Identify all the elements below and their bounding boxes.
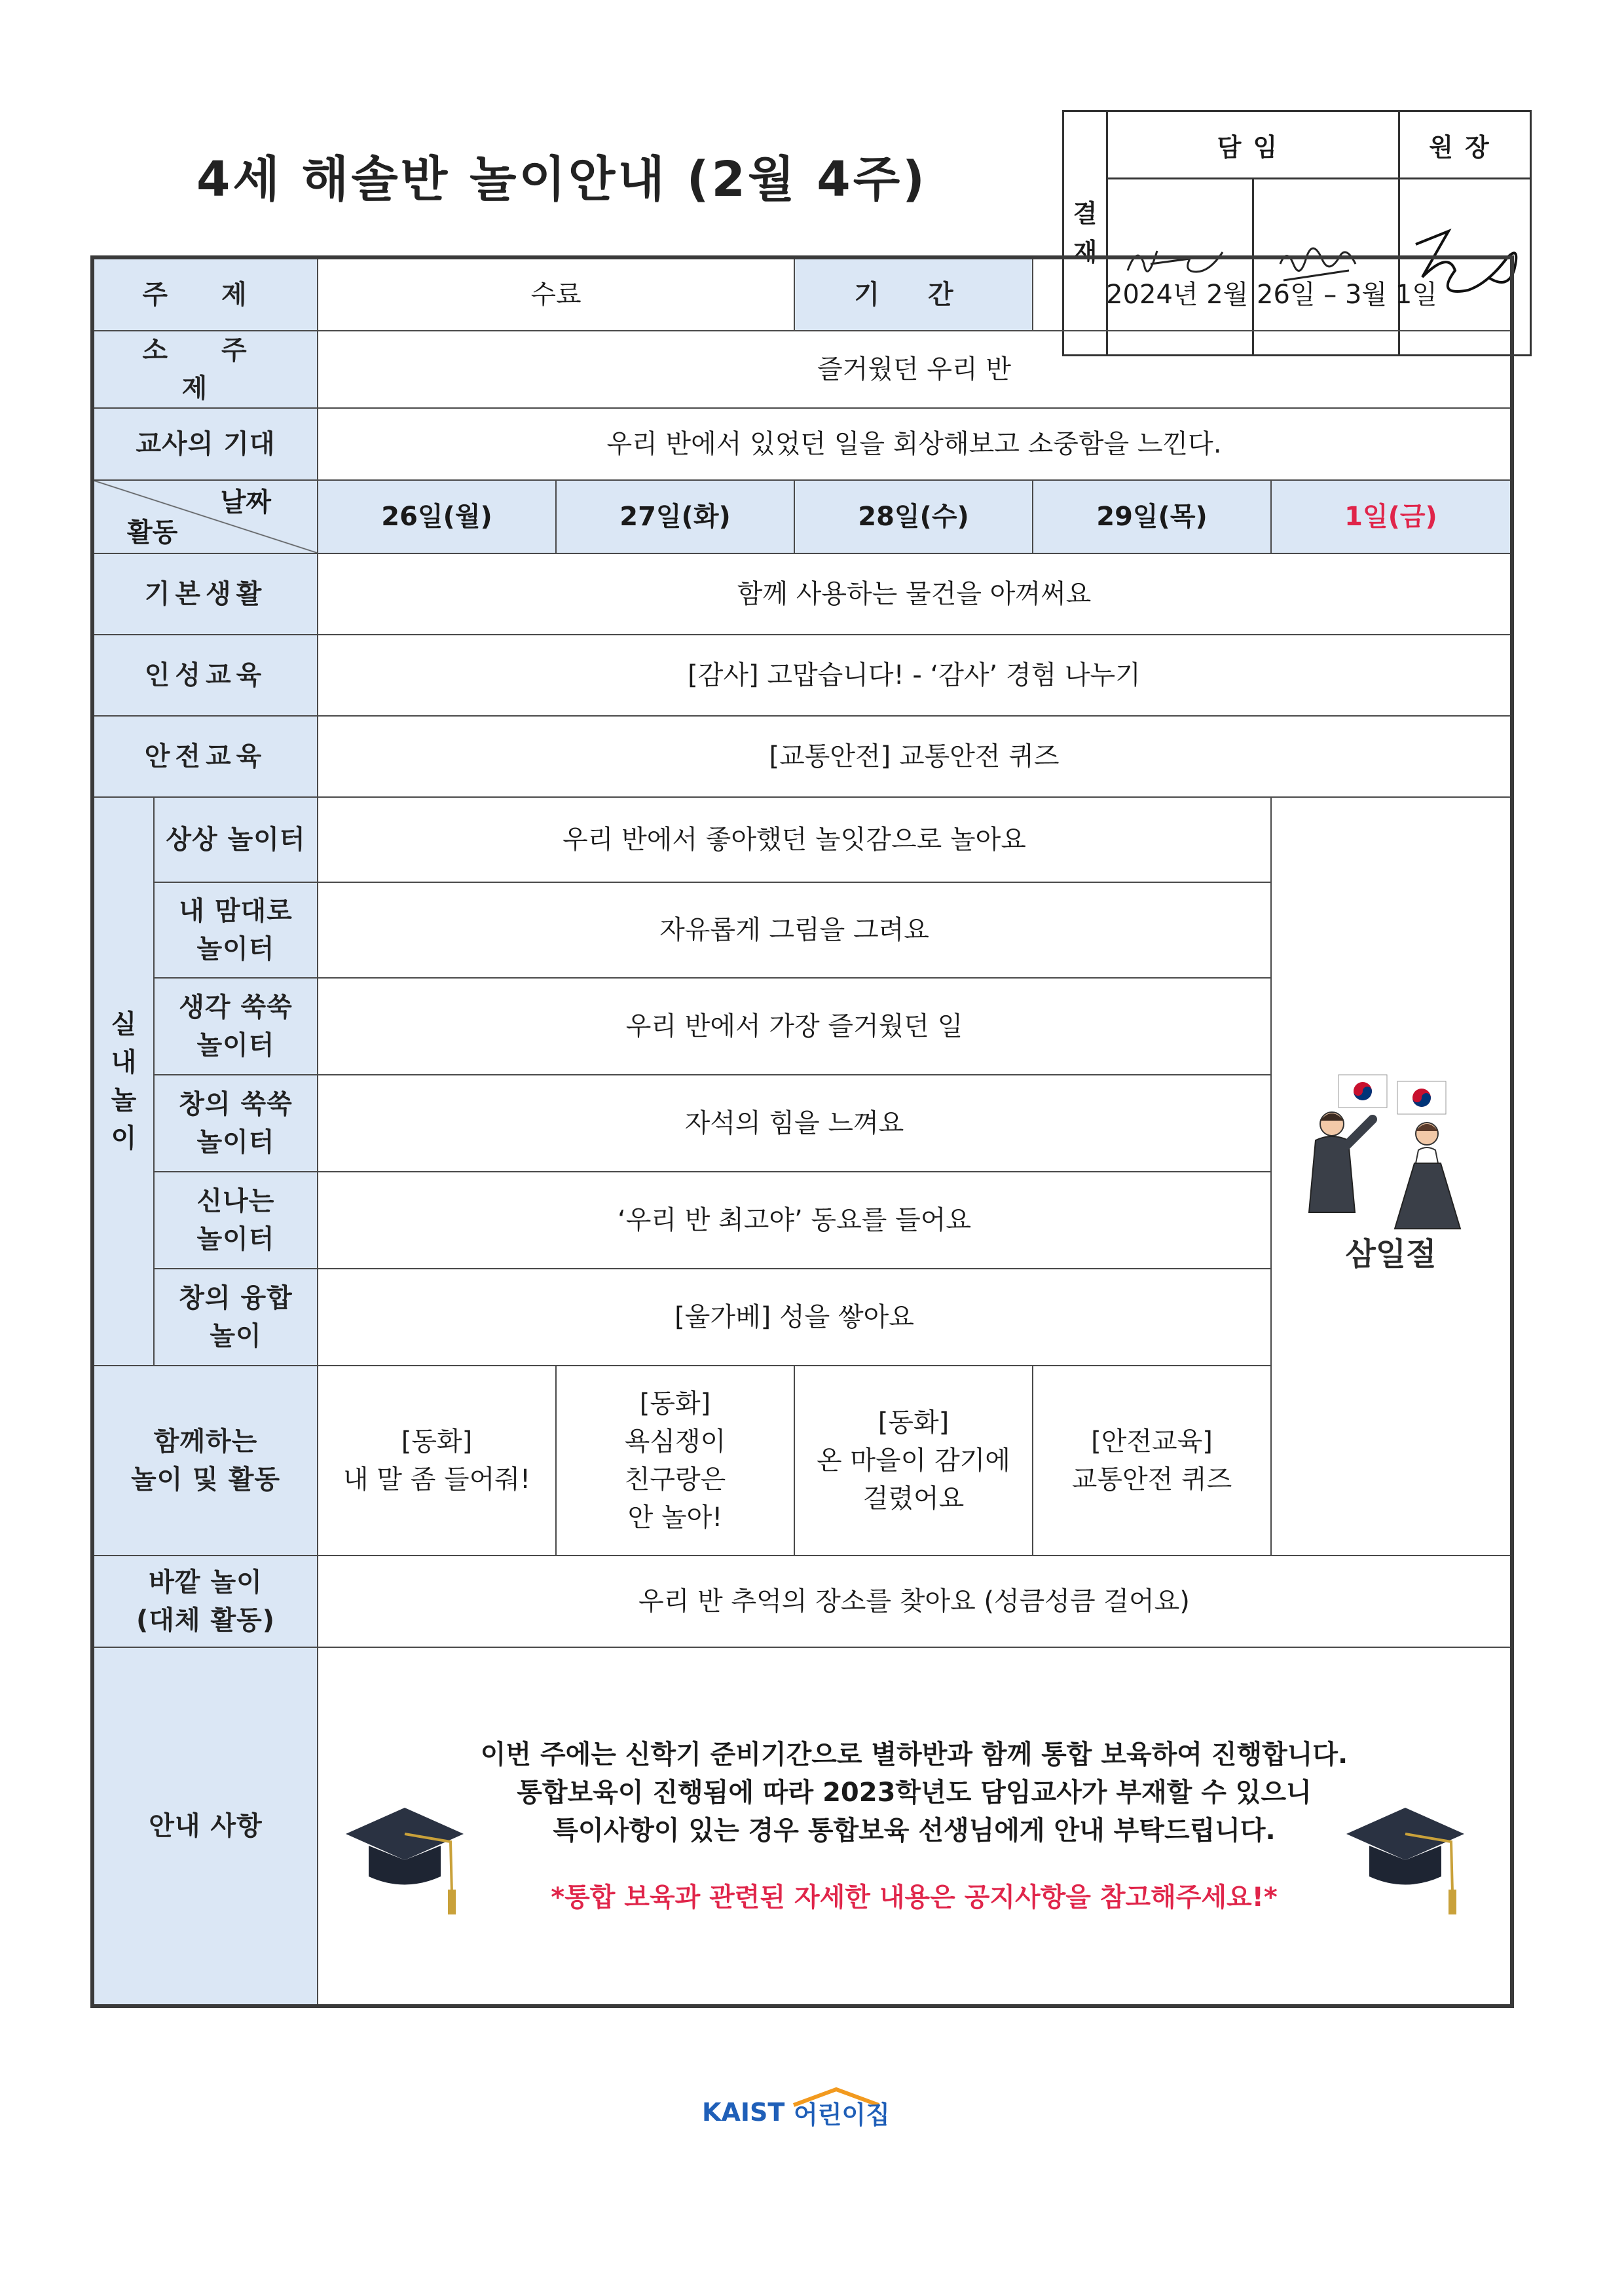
activity-label: 활동 [127, 517, 178, 548]
theme-value: 수료 [318, 257, 794, 331]
indoor-item-label: 상상 놀이터 [154, 797, 318, 882]
expectation-label: 교사의 기대 [92, 408, 318, 480]
date-activity-header [92, 480, 318, 553]
character-edu-label: 인성교육 [92, 635, 318, 716]
subtheme-value: 즐거웠던 우리 반 [318, 331, 1512, 408]
safety-edu-label: 안전교육 [92, 716, 318, 797]
approval-side-label: 결 재 [1063, 111, 1107, 356]
page-title: 4세 해솔반 놀이안내 (2월 4주) [196, 151, 927, 208]
graduation-cap-icon [1340, 1795, 1471, 1919]
day-thu: 29일(목) [1033, 480, 1271, 553]
together-cell-wed: [동화] 온 마을이 감기에 걸렸어요 [794, 1366, 1033, 1556]
samiljeol-illustration [1293, 1068, 1489, 1284]
illustration-caption: 삼일절 [1345, 1236, 1437, 1273]
subtheme-label: 소 주 제 [92, 331, 318, 408]
basic-life-label: 기본생활 [92, 553, 318, 635]
man-figure-icon [1309, 1112, 1373, 1212]
kaist-kindergarten-logo [702, 2087, 925, 2133]
together-label: 함께하는 놀이 및 활동 [92, 1366, 318, 1556]
day-mon: 26일(월) [318, 480, 556, 553]
woman-figure-icon [1395, 1123, 1460, 1229]
safety-edu-value: [교통안전] 교통안전 퀴즈 [318, 716, 1512, 797]
notice-line: 특이사항이 있는 경우 통합보육 선생님에게 안내 부탁드립니다. [553, 1816, 1276, 1846]
date-label: 날짜 [220, 487, 271, 517]
indoor-item-label: 신나는 놀이터 [154, 1172, 318, 1269]
indoor-item-value: ‘우리 반 최고야’ 동요를 들어요 [318, 1172, 1271, 1269]
taegukgi-flag-icon [1338, 1075, 1387, 1108]
outdoor-value: 우리 반 추억의 장소를 찾아요 (성큼성큼 걸어요) [318, 1556, 1512, 1647]
indoor-item-value: 자석의 힘을 느껴요 [318, 1075, 1271, 1172]
character-edu-value: [감사] 고맙습니다! - ‘감사’ 경험 나누기 [318, 635, 1512, 716]
day-tue: 27일(화) [556, 480, 794, 553]
taegukgi-flag-icon [1397, 1081, 1446, 1114]
expectation-value: 우리 반에서 있었던 일을 회상해보고 소중함을 느낀다. [318, 408, 1512, 480]
indoor-item-value: 자유롭게 그림을 그려요 [318, 882, 1271, 978]
indoor-item-label: 내 맘대로 놀이터 [154, 882, 318, 978]
together-cell-mon: [동화] 내 말 좀 들어줘! [318, 1366, 556, 1556]
period-value: 2024년 2월 26일 – 3월 1일 [1033, 257, 1512, 331]
notice-line: 이번 주에는 신학기 준비기간으로 별하반과 함께 통합 보육하여 진행합니다. [480, 1740, 1348, 1770]
notice-warning: *통합 보육과 관련된 자세한 내용은 공지사항을 참고해주세요!* [551, 1882, 1278, 1912]
indoor-item-label: 창의 쑥쑥 놀이터 [154, 1075, 318, 1172]
indoor-item-value: [울가베] 성을 쌓아요 [318, 1269, 1271, 1366]
notice-label: 안내 사항 [92, 1647, 318, 2006]
period-label: 기 간 [794, 257, 1033, 331]
indoor-item-label: 생각 쑥쑥 놀이터 [154, 978, 318, 1075]
svg-text:KAIST: KAIST [702, 2098, 785, 2127]
samiljeol-illustration-cell [1271, 797, 1512, 1556]
director-label: 원장 [1399, 111, 1531, 179]
notice-content [318, 1647, 1512, 2006]
basic-life-value: 함께 사용하는 물건을 아껴써요 [318, 553, 1512, 635]
svg-text:어린이집: 어린이집 [794, 2100, 890, 2129]
graduation-cap-icon [339, 1795, 470, 1919]
together-cell-tue: [동화] 욕심쟁이 친구랑은 안 놀아! [556, 1366, 794, 1556]
weekly-plan-table [90, 255, 1514, 2008]
together-cell-thu: [안전교육] 교통안전 퀴즈 [1033, 1366, 1271, 1556]
indoor-item-label: 창의 융합 놀이 [154, 1269, 318, 1366]
indoor-item-value: 우리 반에서 가장 즐거웠던 일 [318, 978, 1271, 1075]
notice-line: 통합보육이 진행됨에 따라 2023학년도 담임교사가 부재할 수 있으니 [517, 1778, 1312, 1808]
day-fri-holiday: 1일(금) [1271, 480, 1512, 553]
theme-label: 주 제 [92, 257, 318, 331]
day-wed: 28일(수) [794, 480, 1033, 553]
outdoor-label: 바깥 놀이 (대체 활동) [92, 1556, 318, 1647]
indoor-play-group-label: 실 내 놀 이 [92, 797, 154, 1366]
homeroom-label: 담임 [1107, 111, 1399, 179]
indoor-item-value: 우리 반에서 좋아했던 놀잇감으로 놀아요 [318, 797, 1271, 882]
